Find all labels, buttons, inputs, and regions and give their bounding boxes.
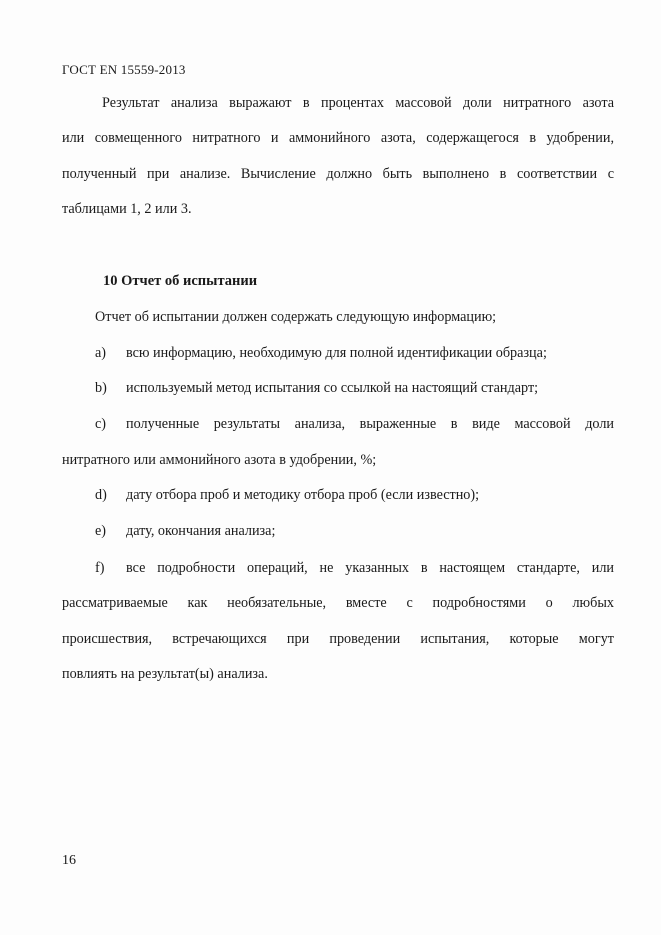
list-item — [95, 487, 479, 504]
list-item-text: дату отбора проб и методику отбора проб (если известно); — [126, 487, 480, 503]
list-item-letter: c) — [95, 416, 107, 432]
list-item-letter: f) — [95, 560, 105, 576]
list-item-letter: b) — [95, 380, 107, 396]
list-item-letter: d) — [95, 487, 107, 503]
paragraph-line: Результат анализа выражают в процентах массовой доли нитратного азота — [102, 95, 614, 111]
list-item — [95, 380, 538, 397]
list-item-text: дату, окончания анализа; — [126, 523, 276, 539]
list-item-continuation: повлиять на результат(ы) анализа. — [62, 666, 268, 682]
list-item-text: используемый метод испытания со ссылкой на настоящий стандарт; — [126, 380, 539, 396]
list-item-continuation: происшествия, встречающихся при проведении испытания, которые могут — [62, 631, 614, 647]
list-item-letter: e) — [95, 523, 107, 539]
list-item — [95, 416, 614, 433]
list-item-text: всю информацию, необходимую для полной идентификации образца; — [126, 345, 547, 361]
paragraph-line: полученный при анализе. Вычисление должно быть выполнено в соответствии с — [62, 166, 614, 182]
list-item-continuation: нитратного или аммонийного азота в удобрении, %; — [62, 452, 377, 468]
paragraph-line: или совмещенного нитратного и аммонийного азота, содержащегося в удобрении, — [62, 130, 614, 146]
list-item — [95, 560, 614, 577]
list-item — [95, 345, 547, 362]
section-heading: 10 Отчет об испытании — [103, 273, 258, 289]
page-number: 16 — [62, 853, 76, 868]
list-item-text: все подробности операций, не указанных в настоящем стандарте, или — [126, 560, 614, 576]
list-item-text: полученные результаты анализа, выраженные в виде массовой доли — [126, 416, 614, 432]
list-item — [95, 523, 275, 540]
list-item-continuation: рассматриваемые как необязательные, вместе с подробностями о любых — [62, 595, 614, 611]
intro-text: Отчет об испытании должен содержать следующую информацию; — [95, 309, 497, 325]
document-header: ГОСТ EN 15559-2013 — [62, 62, 186, 77]
list-item-letter: a) — [95, 345, 107, 361]
paragraph-line: таблицами 1, 2 или 3. — [62, 201, 192, 217]
